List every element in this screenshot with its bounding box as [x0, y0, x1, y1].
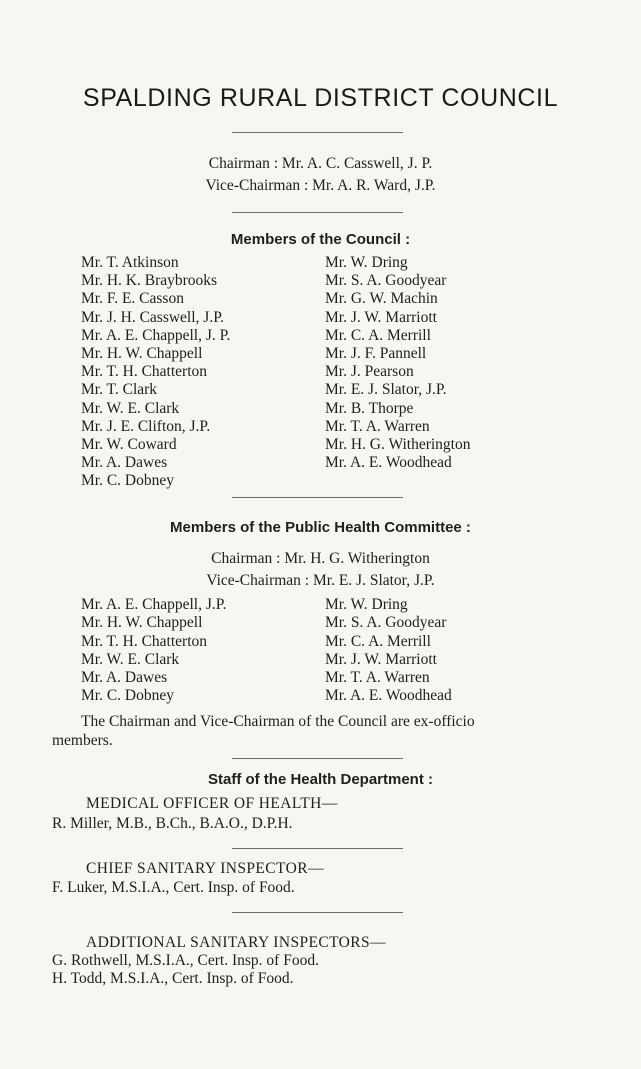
council-member: Mr. B. Thorpe — [325, 399, 414, 417]
council-member: Mr. T. Atkinson — [81, 254, 179, 271]
additional-inspector-name: H. Todd, M.S.I.A., Cert. Insp. of Food. — [52, 970, 294, 987]
ex-officio-note-continued: members. — [52, 732, 113, 749]
council-member: Mr. H. K. Braybrooks — [81, 272, 218, 290]
committee-member: Mr. W. E. Clark — [81, 650, 180, 668]
committee-member: Mr. T. A. Warren — [325, 669, 430, 687]
divider — [232, 132, 403, 133]
council-members-left-list — [81, 254, 230, 490]
committee-member: Mr. W. Dring — [325, 596, 408, 613]
council-member: Mr. W. Coward — [81, 435, 177, 453]
committee-member: Mr. A. Dawes — [81, 669, 168, 687]
council-member: Mr. T. H. Chatterton — [81, 363, 207, 381]
public-health-heading: Members of the Public Health Committee : — [170, 519, 471, 536]
committee-member: Mr. C. Dobney — [81, 687, 174, 705]
committee-member: Mr. J. W. Marriott — [325, 650, 437, 668]
council-members-heading: Members of the Council : — [230, 231, 411, 248]
divider — [232, 212, 403, 213]
council-member: Mr. A. E. Woodhead — [325, 454, 452, 472]
public-health-members-left-list — [81, 596, 227, 706]
divider — [232, 758, 403, 759]
divider — [232, 497, 403, 498]
council-member: Mr. A. Dawes — [81, 454, 168, 472]
additional-inspectors-title: ADDITIONAL SANITARY INSPECTORS— — [86, 934, 386, 951]
committee-member: Mr. A. E. Chappell, J.P. — [81, 596, 227, 613]
council-member: Mr. T. Clark — [81, 381, 158, 399]
chief-sanitary-inspector-name: F. Luker, M.S.I.A., Cert. Insp. of Food. — [52, 879, 295, 896]
additional-inspector-name: G. Rothwell, M.S.I.A., Cert. Insp. of Food. — [52, 952, 319, 969]
council-member: Mr. H. G. Witherington — [325, 435, 471, 453]
committee-member: Mr. S. A. Goodyear — [325, 614, 447, 632]
council-members-right-list — [325, 254, 470, 472]
council-member: Mr. T. A. Warren — [325, 417, 430, 435]
chief-sanitary-inspector-title: CHIEF SANITARY INSPECTOR— — [86, 860, 324, 877]
staff-heading: Staff of the Health Department : — [207, 771, 433, 788]
council-vice-chairman: Vice-Chairman : Mr. A. R. Ward, J.P. — [205, 177, 436, 194]
committee-member: Mr. C. A. Merrill — [325, 632, 431, 650]
council-member: Mr. J. Pearson — [325, 363, 414, 381]
council-member: Mr. J. H. Casswell, J.P. — [81, 308, 224, 326]
council-member: Mr. W. E. Clark — [81, 399, 180, 417]
council-member: Mr. G. W. Machin — [325, 290, 438, 308]
public-health-vice-chairman: Vice-Chairman : Mr. E. J. Slator, J.P. — [206, 572, 435, 589]
council-member: Mr. J. F. Pannell — [325, 344, 427, 362]
council-member: Mr. H. W. Chappell — [81, 344, 203, 362]
moh-title: MEDICAL OFFICER OF HEALTH— — [86, 795, 338, 812]
page-title: SPALDING RURAL DISTRICT COUNCIL — [82, 84, 559, 112]
council-member: Mr. J. W. Marriott — [325, 308, 437, 326]
committee-member: Mr. H. W. Chappell — [81, 614, 203, 632]
council-member: Mr. E. J. Slator, J.P. — [325, 381, 447, 399]
council-member: Mr. C. Dobney — [81, 472, 174, 490]
council-member: Mr. F. E. Casson — [81, 290, 184, 308]
council-member: Mr. C. A. Merrill — [325, 326, 431, 344]
council-member: Mr. S. A. Goodyear — [325, 272, 447, 290]
public-health-chairman: Chairman : Mr. H. G. Witherington — [211, 550, 430, 567]
ex-officio-note: The Chairman and Vice-Chairman of the Council are ex-officio — [81, 713, 475, 730]
divider — [232, 848, 403, 849]
council-member: Mr. A. E. Chappell, J. P. — [81, 326, 231, 344]
public-health-members-right-list — [325, 596, 452, 706]
council-member: Mr. J. E. Clifton, J.P. — [81, 417, 211, 435]
council-chairman: Chairman : Mr. A. C. Casswell, J. P. — [208, 155, 433, 172]
council-member: Mr. W. Dring — [325, 254, 408, 271]
committee-member: Mr. A. E. Woodhead — [325, 687, 452, 705]
divider — [232, 912, 403, 913]
committee-member: Mr. T. H. Chatterton — [81, 632, 207, 650]
moh-name: R. Miller, M.B., B.Ch., B.A.O., D.P.H. — [52, 815, 293, 832]
